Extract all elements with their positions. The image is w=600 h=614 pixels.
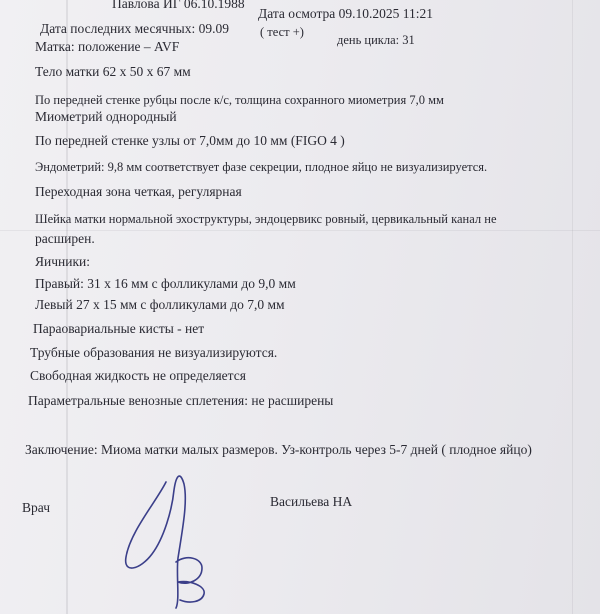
doctor-label: Врач — [22, 500, 50, 515]
nodes-note: По передней стенке узлы от 7,0мм до 10 мм (FIGO 4 ) — [35, 133, 345, 148]
cervix-note-continued: расширен. — [35, 231, 95, 246]
right-ovary: Правый: 31 х 16 мм с фолликулами до 9,0 мм — [35, 276, 296, 291]
tubal-formations: Трубные образования не визуализируются. — [30, 345, 278, 360]
paper-fold — [572, 0, 573, 614]
myometrium-note: Миометрий однородный — [35, 109, 177, 124]
venous-plexus: Параметральные венозные сплетения: не расширены — [28, 393, 334, 408]
cycle-day: день цикла: 31 — [337, 33, 415, 47]
ovaries-heading: Яичники: — [35, 254, 91, 269]
endometrium-note: Эндометрий: 9,8 мм соответствует фазе секреции, плодное яйцо не визуализируется. — [35, 160, 488, 174]
conclusion: Заключение: Миома матки малых размеров. Уз-контроль через 5-7 дней ( плодное яйцо) — [25, 442, 532, 457]
left-ovary: Левый 27 х 15 мм с фолликулами до 7,0 мм — [35, 297, 285, 312]
paraovarian-cysts: Параовариальные кисты - нет — [33, 321, 205, 336]
test-result: ( тест +) — [260, 25, 304, 39]
doctor-name: Васильева НА — [270, 494, 353, 509]
scar-note: По передней стенке рубцы после к/с, толщина сохранного миометрия 7,0 мм — [35, 93, 444, 107]
exam-date: Дата осмотра 09.10.2025 11:21 — [258, 6, 434, 21]
uterus-position: Матка: положение – AVF — [35, 39, 180, 54]
cervix-note: Шейка матки нормальной эхоструктуры, эндоцервикс ровный, цервикальный канал не — [35, 212, 497, 226]
transition-zone-note: Переходная зона четкая, регулярная — [35, 184, 242, 199]
uterus-body-size: Тело матки 62 х 50 х 67 мм — [35, 64, 191, 79]
last-period-date: Дата последних месячных: 09.09 — [40, 21, 229, 36]
patient-name-dob: Павлова ИГ 06.10.1988 — [112, 0, 245, 11]
signature — [118, 462, 228, 612]
free-fluid: Свободная жидкость не определяется — [30, 368, 246, 383]
